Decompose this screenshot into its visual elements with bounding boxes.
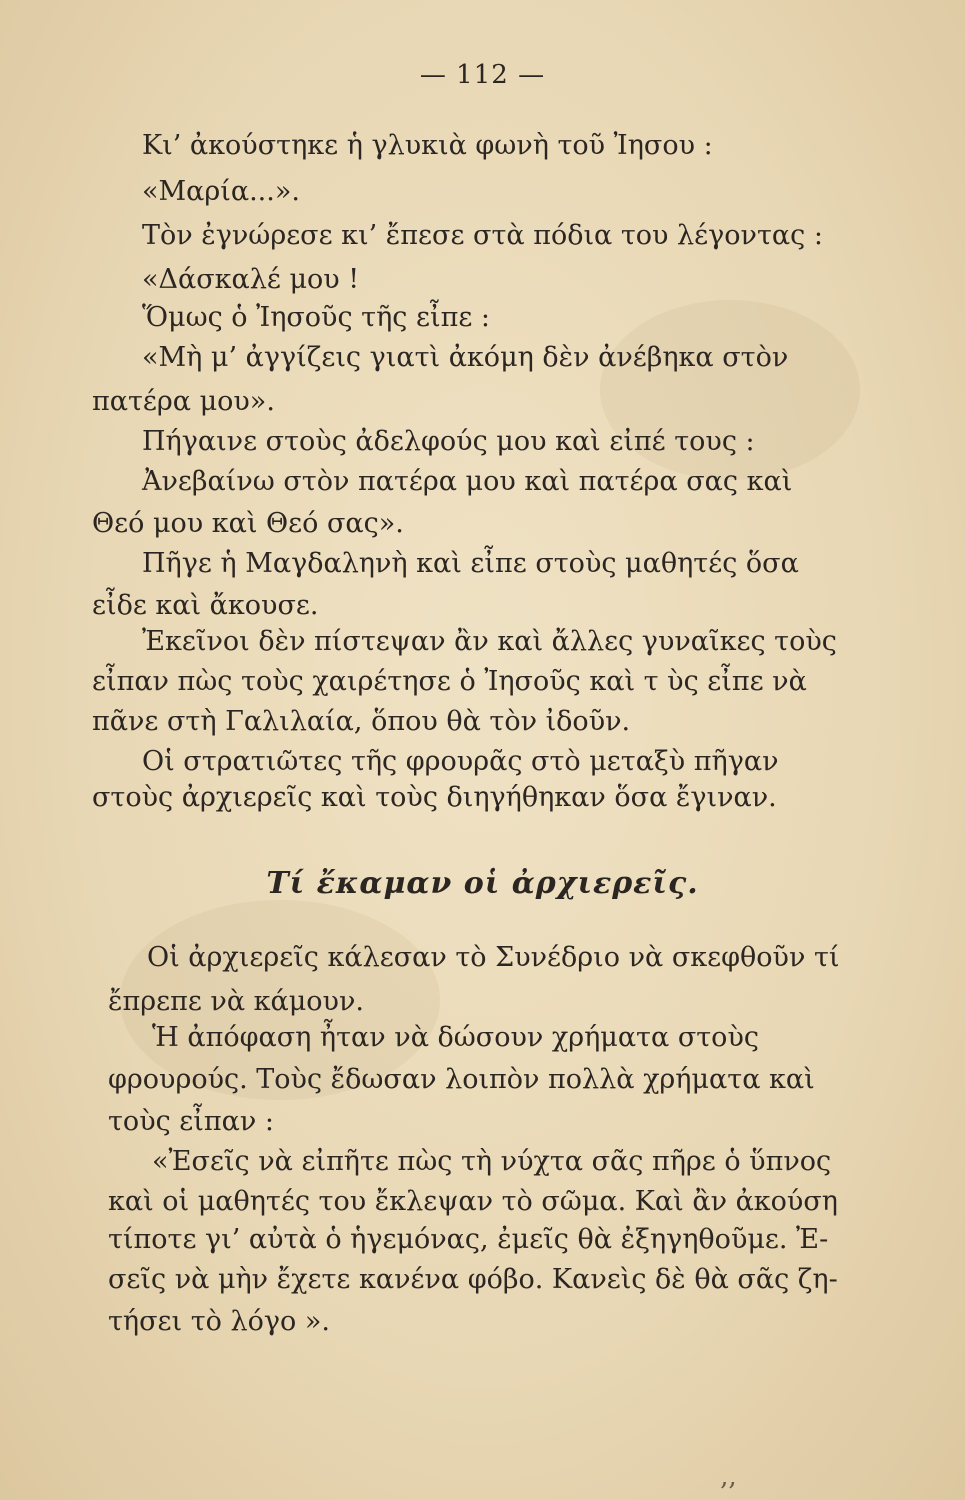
text-line: τοὺς εἶπαν :: [108, 1106, 274, 1137]
text-line: Πῆγε ἡ Μαγδαληνὴ καὶ εἶπε στοὺς μαθητές ὅσα: [142, 548, 799, 579]
text-line: σεῖς νὰ μὴν ἔχετε κανένα φόβο. Κανεὶς δὲ θὰ σᾶς ζη-: [108, 1264, 838, 1295]
text-line: «Μαρία...».: [142, 176, 300, 207]
text-line: πατέρα μου».: [92, 386, 275, 417]
text-line: Ἀνεβαίνω στὸν πατέρα μου καὶ πατέρα σας καὶ: [142, 466, 793, 497]
text-line: πᾶνε στὴ Γαλιλαία, ὅπου θὰ τὸν ἰδοῦν.: [92, 706, 631, 737]
text-line: Οἱ στρατιῶτες τῆς φρουρᾶς στὸ μεταξὺ πῆγαν: [142, 746, 779, 777]
text-line: ἔπρεπε νὰ κάμουν.: [108, 986, 364, 1017]
text-line: Οἱ ἀρχιερεῖς κάλεσαν τὸ Συνέδριο νὰ σκεφθοῦν τί: [147, 942, 840, 973]
text-line: Ἐκεῖνοι δὲν πίστεψαν ἂν καὶ ἄλλες γυναῖκες τοὺς: [142, 626, 837, 657]
text-line: εἶδε καὶ ἄκουσε.: [92, 590, 319, 621]
text-line: εἶπαν πὼς τοὺς χαιρέτησε ὁ Ἰησοῦς καὶ τ ὺς εἶπε νὰ: [92, 666, 807, 697]
text-line: Θεό μου καὶ Θεό σας».: [92, 508, 404, 539]
text-line: στοὺς ἀρχιερεῖς καὶ τοὺς διηγήθηκαν ὅσα ἔγιναν.: [92, 782, 777, 813]
page-number: — 112 —: [419, 60, 546, 90]
text-line: «Δάσκαλέ μου !: [142, 264, 360, 295]
text-line: «Μὴ μ’ ἀγγίζεις γιατὶ ἀκόμη δὲν ἀνέβηκα στὸν: [142, 342, 789, 373]
footer-mark: ‚‚: [720, 1462, 737, 1492]
section-heading: Τί ἔκαμαν οἱ ἀρχιερεῖς.: [266, 866, 699, 901]
text-line: «Ἐσεῖς νὰ εἰπῆτε πὼς τὴ νύχτα σᾶς πῆρε ὁ ὕπνος: [152, 1146, 832, 1177]
text-line: τήσει τὸ λόγο ».: [108, 1306, 330, 1337]
text-line: Ἡ ἀπόφαση ἦταν νὰ δώσουν χρήματα στοὺς: [152, 1022, 759, 1053]
text-line: φρουρούς. Τοὺς ἔδωσαν λοιπὸν πολλὰ χρήματα καὶ: [108, 1064, 815, 1095]
text-line: καὶ οἱ μαθητές του ἔκλεψαν τὸ σῶμα. Καὶ ἂν ἀκούση: [108, 1186, 838, 1217]
text-line: Πήγαινε στοὺς ἀδελφούς μου καὶ εἰπέ τους :: [142, 426, 755, 457]
text-line: Κι’ ἀκούστηκε ἡ γλυκιὰ φωνὴ τοῦ Ἰησου :: [142, 130, 713, 161]
text-line: τίποτε γι’ αὐτὰ ὁ ἡγεμόνας, ἐμεῖς θὰ ἐξηγηθοῦμε. Ἐ-: [108, 1224, 829, 1255]
text-line: Τὸν ἐγνώρεσε κι’ ἔπεσε στὰ πόδια του λέγοντας :: [142, 220, 823, 251]
text-line: Ὅμως ὁ Ἰησοῦς τῆς εἶπε :: [142, 302, 490, 333]
